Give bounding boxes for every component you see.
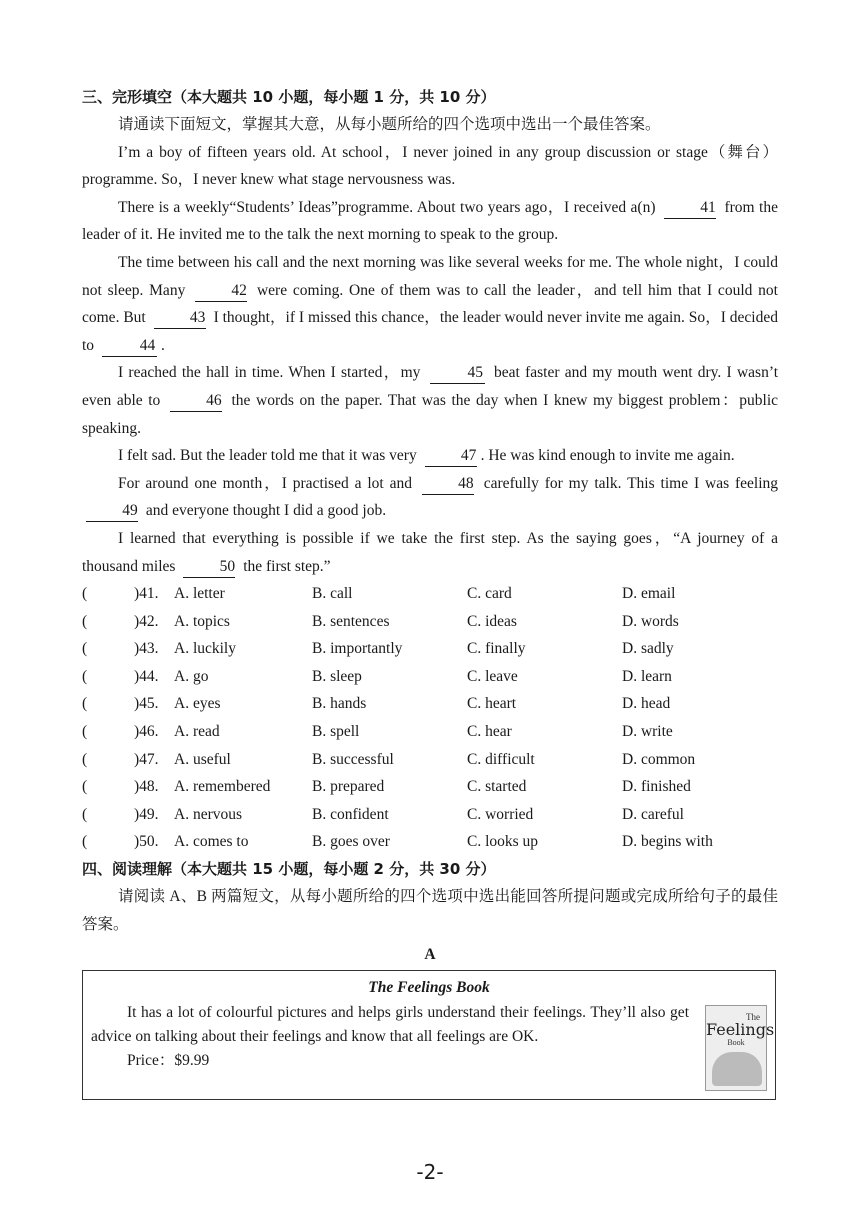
blank-45: 45	[430, 363, 485, 384]
text-span: I learned that everything is possible if we take the first step. As the saying goes，“A journey of a thousand miles	[82, 529, 778, 575]
text-span: I reached the hall in time. When I started，my	[118, 364, 421, 382]
option-d: D. email	[622, 585, 676, 603]
book-title: The Feelings Book	[368, 979, 490, 997]
question-number: )46.	[134, 723, 159, 741]
option-row	[82, 801, 778, 829]
option-c: C. hear	[467, 723, 512, 741]
option-c: C. worried	[467, 805, 534, 823]
book-ad-box	[82, 970, 776, 1100]
question-number: )41.	[134, 585, 159, 603]
option-a: A. comes to	[174, 833, 249, 851]
text-span: I thought，if I missed this chance，the leader would never invite me again. So，I decided to	[82, 309, 778, 354]
option-row	[82, 608, 778, 636]
option-a: A. useful	[174, 750, 231, 768]
option-c: C. looks up	[467, 833, 539, 851]
question-number: )44.	[134, 667, 159, 685]
option-a: A. go	[174, 667, 209, 685]
question-number: )42.	[134, 612, 159, 630]
book-description-block	[91, 1001, 689, 1073]
blank-41: 41	[664, 198, 716, 219]
answer-paren: (	[82, 778, 88, 796]
section3-heading: 三、完形填空（本大题共 10 小题，每小题 1 分，共 10 分）	[82, 88, 496, 106]
option-row	[82, 663, 778, 691]
option-b: B. goes over	[312, 833, 390, 851]
question-number: )48.	[134, 778, 159, 796]
text-span: were coming. One of them was to call the leader，and tell him that I could not come. But	[82, 281, 778, 327]
text-span: .	[160, 336, 165, 354]
blank-42: 42	[195, 281, 247, 302]
option-b: B. sleep	[312, 667, 362, 685]
option-c: C. started	[467, 778, 527, 796]
passage-paragraph-7	[82, 525, 778, 580]
text-span: I felt sad. But the leader told me that it was very	[118, 447, 417, 465]
option-a: A. topics	[174, 612, 230, 630]
option-row	[82, 718, 778, 746]
option-b: B. prepared	[312, 778, 385, 796]
section4-heading: 四、阅读理解（本大题共 15 小题，每小题 2 分，共 30 分）	[82, 860, 496, 879]
answer-paren: (	[82, 695, 88, 713]
option-d: D. begins with	[622, 833, 713, 851]
option-row	[82, 746, 778, 774]
question-number: )43.	[134, 640, 159, 658]
blank-48: 48	[422, 474, 474, 495]
blank-50: 50	[183, 557, 235, 578]
question-number: )47.	[134, 750, 159, 768]
answer-paren: (	[82, 667, 88, 685]
option-b: B. call	[312, 585, 353, 603]
cover-title-text: Feelings	[706, 1020, 775, 1040]
option-c: C. leave	[467, 667, 518, 685]
answer-paren: (	[82, 723, 88, 741]
answer-paren: (	[82, 833, 88, 851]
cover-sub-text: Book	[727, 1038, 745, 1048]
passage-paragraph-4	[82, 359, 778, 442]
passage-label: A	[424, 946, 436, 964]
option-d: D. words	[622, 612, 679, 630]
passage-paragraph-2	[82, 194, 778, 249]
answer-paren: (	[82, 612, 88, 630]
exam-page	[82, 84, 778, 1100]
passage-paragraph-5	[82, 442, 778, 470]
text-span: For around one month，I practised a lot and	[118, 474, 412, 492]
answer-paren: (	[82, 585, 88, 603]
question-number: )49.	[134, 805, 159, 823]
book-cover-image	[705, 1005, 775, 1091]
book-price: Price：$9.99	[127, 1052, 210, 1070]
option-c: C. heart	[467, 695, 517, 713]
option-row	[82, 690, 778, 718]
option-a: A. eyes	[174, 695, 221, 713]
question-number: )45.	[134, 695, 159, 713]
cover-small-text: The	[746, 1012, 760, 1023]
option-row	[82, 773, 778, 801]
text-span: and everyone thought I did a good job.	[145, 502, 387, 520]
option-c: C. ideas	[467, 612, 517, 630]
option-b: B. importantly	[312, 640, 403, 658]
passage-paragraph-6	[82, 470, 778, 525]
text-span: the words on the paper. That was the day when I knew my biggest problem：public speaking.	[82, 391, 779, 437]
section4-instruction: 请阅读 A、B 两篇短文，从每小题所给的四个选项中选出能回答所提问题或完成所给句子的最佳答案。	[82, 888, 778, 933]
option-c: C. card	[467, 585, 512, 603]
option-d: D. finished	[622, 778, 691, 796]
book-description: It has a lot of colourful pictures and helps girls understand their feelings. They’ll also get advice on talking about their feelings and know that all feelings are OK.	[91, 1004, 689, 1046]
blank-43: 43	[154, 308, 206, 329]
text-span: the first step.”	[243, 557, 331, 575]
option-d: D. careful	[622, 805, 684, 823]
option-a: A. letter	[174, 585, 225, 603]
text-span: carefully for my talk. This time I was feeling	[483, 474, 779, 492]
option-b: B. hands	[312, 695, 367, 713]
option-row	[82, 828, 778, 856]
option-b: B. sentences	[312, 612, 390, 630]
blank-44: 44	[102, 336, 157, 357]
option-d: D. write	[622, 723, 673, 741]
text-span: The time between his call and the next morning was like several weeks for me. The whole night，I could not sleep. Many	[82, 253, 778, 299]
options-list	[82, 580, 778, 856]
blank-46: 46	[170, 391, 222, 412]
option-c: C. finally	[467, 640, 526, 658]
option-d: D. head	[622, 695, 671, 713]
option-b: B. confident	[312, 805, 389, 823]
option-row	[82, 580, 778, 608]
option-b: B. successful	[312, 750, 394, 768]
option-a: A. read	[174, 723, 220, 741]
option-a: A. remembered	[174, 778, 271, 796]
answer-paren: (	[82, 805, 88, 823]
option-a: A. luckily	[174, 640, 236, 658]
passage-paragraph-1: I’m a boy of fifteen years old. At school，I never joined in any group discussion or stage（舞台）programme. So，I never knew what stage nervousness was.	[82, 143, 778, 189]
question-number: )50.	[134, 833, 159, 851]
option-d: D. common	[622, 750, 696, 768]
text-span: from the leader of it. He invited me to the talk the next morning to speak to the group.	[82, 198, 778, 244]
option-b: B. spell	[312, 723, 360, 741]
blank-49: 49	[86, 501, 138, 522]
cover-illustration	[712, 1052, 762, 1086]
blank-47: 47	[425, 446, 477, 467]
section3-instruction: 请通读下面短文，掌握其大意，从每小题所给的四个选项中选出一个最佳答案。	[118, 116, 661, 133]
option-row	[82, 635, 778, 663]
text-span: beat faster and my mouth went dry. I wasn’t even able to	[82, 364, 779, 409]
option-d: D. sadly	[622, 640, 674, 658]
text-span: . He was kind enough to invite me again.	[480, 447, 735, 465]
page-number: -2-	[416, 1160, 444, 1184]
answer-paren: (	[82, 750, 88, 768]
text-span: There is a weekly“Students’ Ideas”programme. About two years ago，I received a(n)	[118, 198, 656, 216]
option-d: D. learn	[622, 667, 672, 685]
option-a: A. nervous	[174, 805, 243, 823]
option-c: C. difficult	[467, 750, 535, 768]
answer-paren: (	[82, 640, 88, 658]
passage-paragraph-3	[82, 249, 778, 359]
